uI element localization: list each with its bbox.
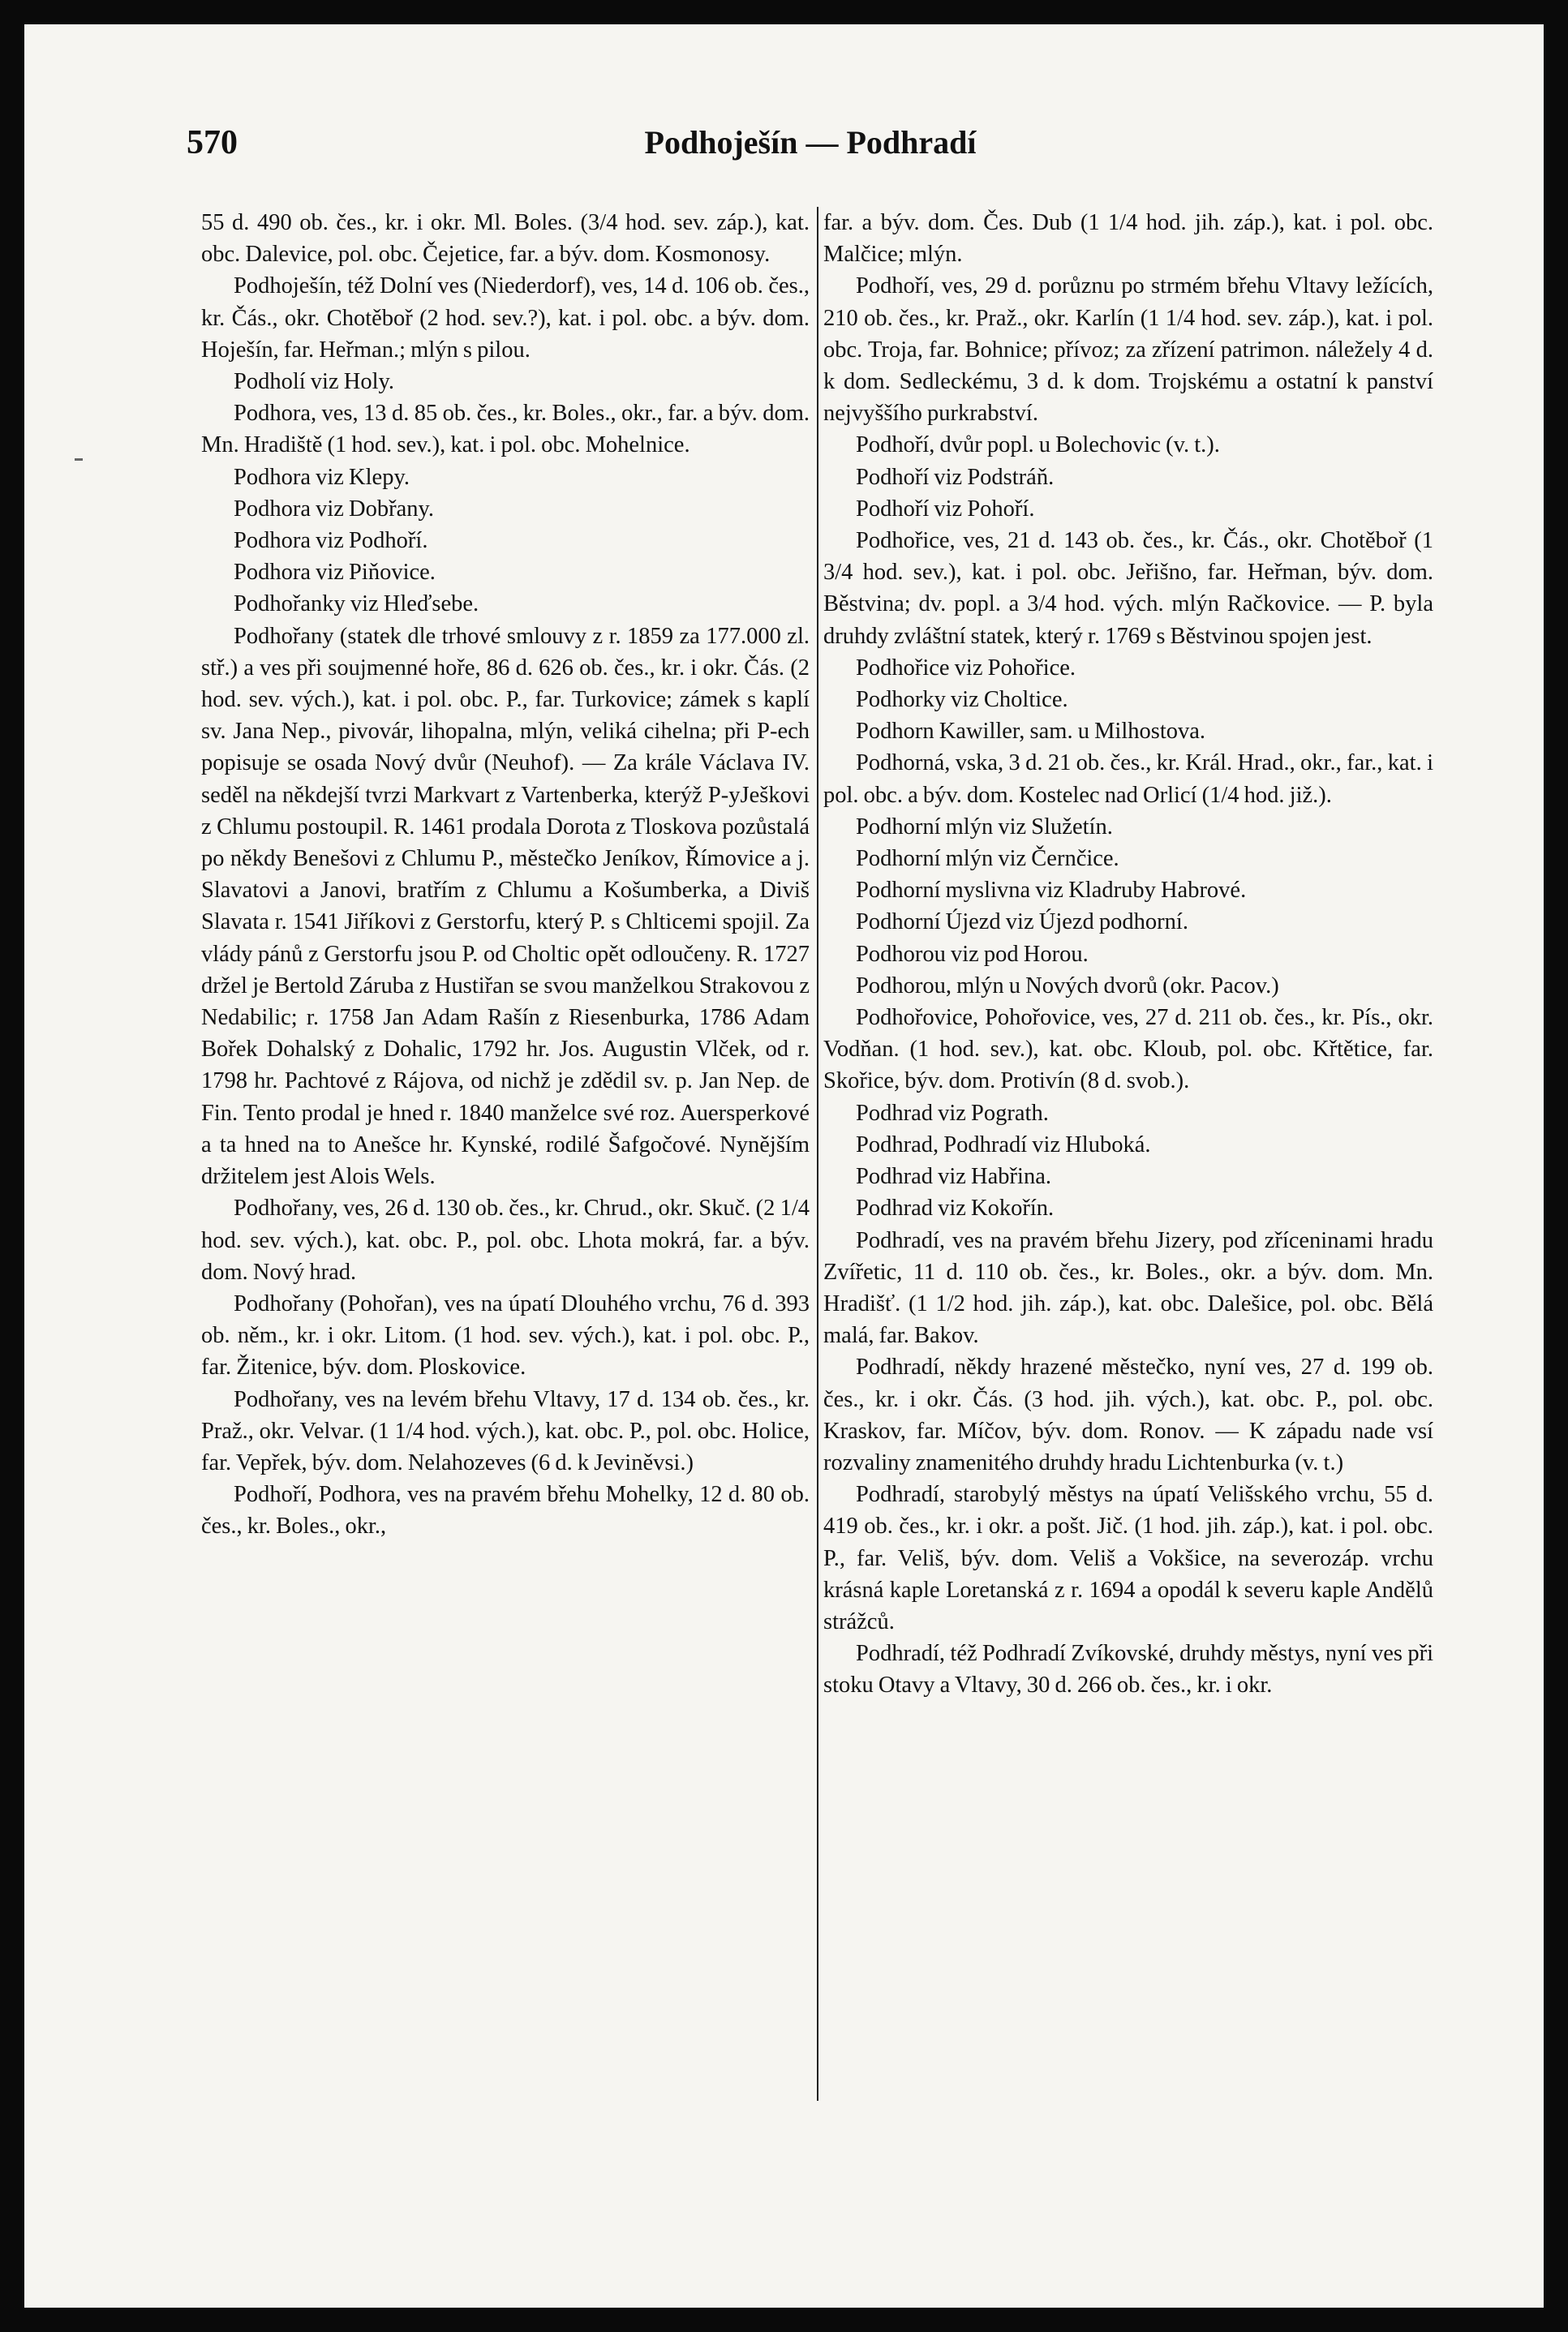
entry: Podhrad viz Habřina. (856, 1164, 1051, 1190)
entry: Podhořice, ves, 21 d. 143 ob. čes., kr. Čás., okr. Chotěboř (1 3/4 hod. sev.), kat. i pol. obc. Jeřišno, far. Heřman, býv. dom. Běstvina; dv. popl. a 3/4 hod. vých. mlýn Račkovice. — P. byla druhdy zvláštní statek, který r. 1769 s Běstvinou spojen jest. (823, 528, 1433, 649)
entry: Podhora viz Podhoří. (234, 528, 428, 554)
entry: Podhoří viz Podstráň. (856, 464, 1055, 490)
entry: Podhoří, dvůr popl. u Bolechovic (v. t.). (856, 432, 1220, 458)
entry: Podhořany, ves na levém břehu Vltavy, 17 d. 134 ob. čes., kr. Praž., okr. Velvar. (1 1/4 hod. vých.), kat. obc. P., pol. obc. Holice, far. Vepřek, býv. dom. Nelahozeves (6 d. k Jeviněvsi.) (201, 1386, 810, 1475)
entry: Podhoří, Podhora, ves na pravém břehu Mohelky, 12 d. 80 ob. čes., kr. Boles., okr., (201, 1482, 810, 1540)
entry: Podhradí, ves na pravém břehu Jizery, pod zříceninami hradu Zvířetic, 11 d. 110 ob. čes., kr. Boles., okr. a býv. dom. Mn. Hradišť. (1 1/2 hod. jih. záp.), kat. obc. Dalešice, pol. obc. Bělá malá, far. Bakov. (823, 1227, 1433, 1349)
running-title: Podhoješín — Podhradí (644, 124, 977, 161)
entry: 55 d. 490 ob. čes., kr. i okr. Ml. Boles. (3/4 hod. sev. záp.), kat. obc. Dalevice, pol. obc. Čejetice, far. a býv. dom. Kosmonosy. (201, 210, 810, 268)
column-divider (817, 207, 818, 2101)
entry: Podhorná, vska, 3 d. 21 ob. čes., kr. Král. Hrad., okr., far., kat. i pol. obc. a býv. dom. Kostelec nad Orlicí (1/4 hod. již.). (823, 750, 1433, 808)
entry: Podhradí, též Podhradí Zvíkovské, druhdy městys, nyní ves při stoku Otavy a Vltavy, 30 d. 266 ob. čes., kr. i okr. (823, 1641, 1433, 1699)
entry: far. a býv. dom. Čes. Dub (1 1/4 hod. jih. záp.), kat. i pol. obc. Malčice; mlýn. (823, 210, 1433, 268)
dictionary-page (24, 24, 1544, 2308)
entry: Podhorní Újezd viz Újezd podhorní. (856, 909, 1188, 935)
page-number: 570 (187, 124, 238, 161)
page-header (187, 123, 1434, 172)
entry: Podhora viz Klepy. (234, 464, 410, 490)
entry: Podhoješín, též Dolní ves (Niederdorf), ves, 14 d. 106 ob. čes., kr. Čás., okr. Chotěboř (2 hod. sev.?), kat. i pol. obc. a býv. dom. Hoješín, far. Heřman.; mlýn s pilou. (201, 273, 810, 363)
entry: Podhorní myslivna viz Kladruby Habrové. (856, 878, 1247, 904)
margin-mark (75, 458, 83, 461)
entry: Podhořanky viz Hleďsebe. (234, 591, 479, 617)
entry: Podhorou, mlýn u Nových dvorů (okr. Pacov.) (856, 973, 1279, 999)
entry: Podhorou viz pod Horou. (856, 941, 1089, 967)
entry: Podhora viz Piňovice. (234, 560, 436, 586)
entry: Podhradí, někdy hrazené městečko, nyní ves, 27 d. 199 ob. čes., kr. i okr. Čás. (3 hod. jih. vých.), kat. obc. P., pol. obc. Kraskov, far. Míčov, býv. dom. Ronov. — K západu nade vsí rozvaliny znamenitého druhdy hradu Lichtenburka (v. t.) (823, 1355, 1433, 1475)
entry: Podhoří, ves, 29 d. porůznu po strmém břehu Vltavy ležících, 210 ob. čes., kr. Praž., okr. Karlín (1 1/4 hod. sev. záp.), kat. i pol. obc. Troja, far. Bohnice; přívoz; za zřízení patrimon. náležely 4 d. k dom. Sedleckému, 3 d. k dom. Trojskému a ostatní k panství nejvyššího purkrabství. (823, 273, 1433, 427)
entry: Podhorn Kawiller, sam. u Milhostova. (856, 719, 1206, 745)
entry: Podhrad, Podhradí viz Hluboká. (856, 1132, 1151, 1157)
entry: Podholí viz Holy. (234, 369, 395, 395)
entry: Podhořany (statek dle trhové smlouvy z r. 1859 za 177.000 zl. stř.) a ves při soujmenné hoře, 86 d. 626 ob. čes., kr. i okr. Čás. (2 hod. sev. vých.), kat. i pol. obc. P., far. Turkovice; zámek s kaplí sv. Jana Nep., pivovár, lihopalna, mlýn, veliká cihelna; při P-ech popisuje se osada Nový dvůr (Neuhof). — Za krále Václava IV. seděl na někdejší tvrzi Markvart z Vartenberka, kterýž P-yJeškovi z Chlumu postoupil. R. 1461 prodala Dorota z Tloskova pozůstalá po někdy Benešovi z Chlumu P., městečko Jeníkov, Římovice a j. Slavatovi a Janovi, bratřím z Chlumu a Košumberka, a Diviš Slavata r. 1541 Jiříkovi z Gerstorfu, který P. s Chlticemi spojil. Za vlády pánů z Gerstorfu jsou P. od Choltic opět odloučeny. R. 1727 držel je Bertold Záruba z Hustiřan se svou manželkou Strakovou z Nedabilic; r. 1758 Jan Adam Rašín z Riesenburka, 1786 Adam Bořek Dohalský z Dohalic, 1792 hr. Jos. Augustin Vlček, od r. 1798 hr. Pachtové z Rájova, od nichž je zdědil sv. p. Jan Nep. de Fin. Tento prodal je hned r. 1840 manželce své roz. Auersperkové a ta hned na to Anešce hr. Kynské, rodilé Šafgočové. Nynějším držitelem jest Alois Wels. (201, 623, 810, 1190)
entry: Podhora viz Dobřany. (234, 496, 435, 522)
entry: Podhorky viz Choltice. (856, 687, 1068, 713)
entry: Podhradí, starobylý městys na úpatí Velišského vrchu, 55 d. 419 ob. čes., kr. i okr. a pošt. Jič. (1 hod. jih. záp.), kat. i pol. obc. P., far. Veliš, býv. dom. Veliš a Vokšice, na severozáp. vrchu krásná kaple Loretanská z r. 1694 a opodál k severu kaple Andělů strážců. (823, 1482, 1433, 1634)
entry: Podhořovice, Pohořovice, ves, 27 d. 211 ob. čes., kr. Pís., okr. Vodňan. (1 hod. sev.), kat. obc. Kloub, pol. obc. Křtětice, far. Skořice, býv. dom. Protivín (8 d. svob.). (823, 1005, 1433, 1094)
entry: Podhorní mlýn viz Služetín. (856, 814, 1113, 840)
entry: Podhrad viz Pograth. (856, 1100, 1049, 1126)
entry: Podhorní mlýn viz Černčice. (856, 846, 1119, 872)
right-column (823, 207, 1433, 1702)
entry: Podhrad viz Kokořín. (856, 1196, 1055, 1222)
entry: Podhořany (Pohořan), ves na úpatí Dlouhého vrchu, 76 d. 393 ob. něm., kr. i okr. Litom. (1 hod. sev. vých.), kat. i pol. obc. P., far. Žitenice, býv. dom. Ploskovice. (201, 1291, 810, 1381)
entry: Podhořice viz Pohořice. (856, 655, 1076, 681)
entry: Podhoří viz Pohoří. (856, 496, 1035, 522)
left-column (201, 207, 810, 1543)
entry: Podhořany, ves, 26 d. 130 ob. čes., kr. Chrud., okr. Skuč. (2 1/4 hod. sev. vých.), kat. obc. P., pol. obc. Lhota mokrá, far. a býv. dom. Nový hrad. (201, 1196, 810, 1285)
entry: Podhora, ves, 13 d. 85 ob. čes., kr. Boles., okr., far. a býv. dom. Mn. Hradiště (1 hod. sev.), kat. i pol. obc. Mohelnice. (201, 401, 810, 458)
